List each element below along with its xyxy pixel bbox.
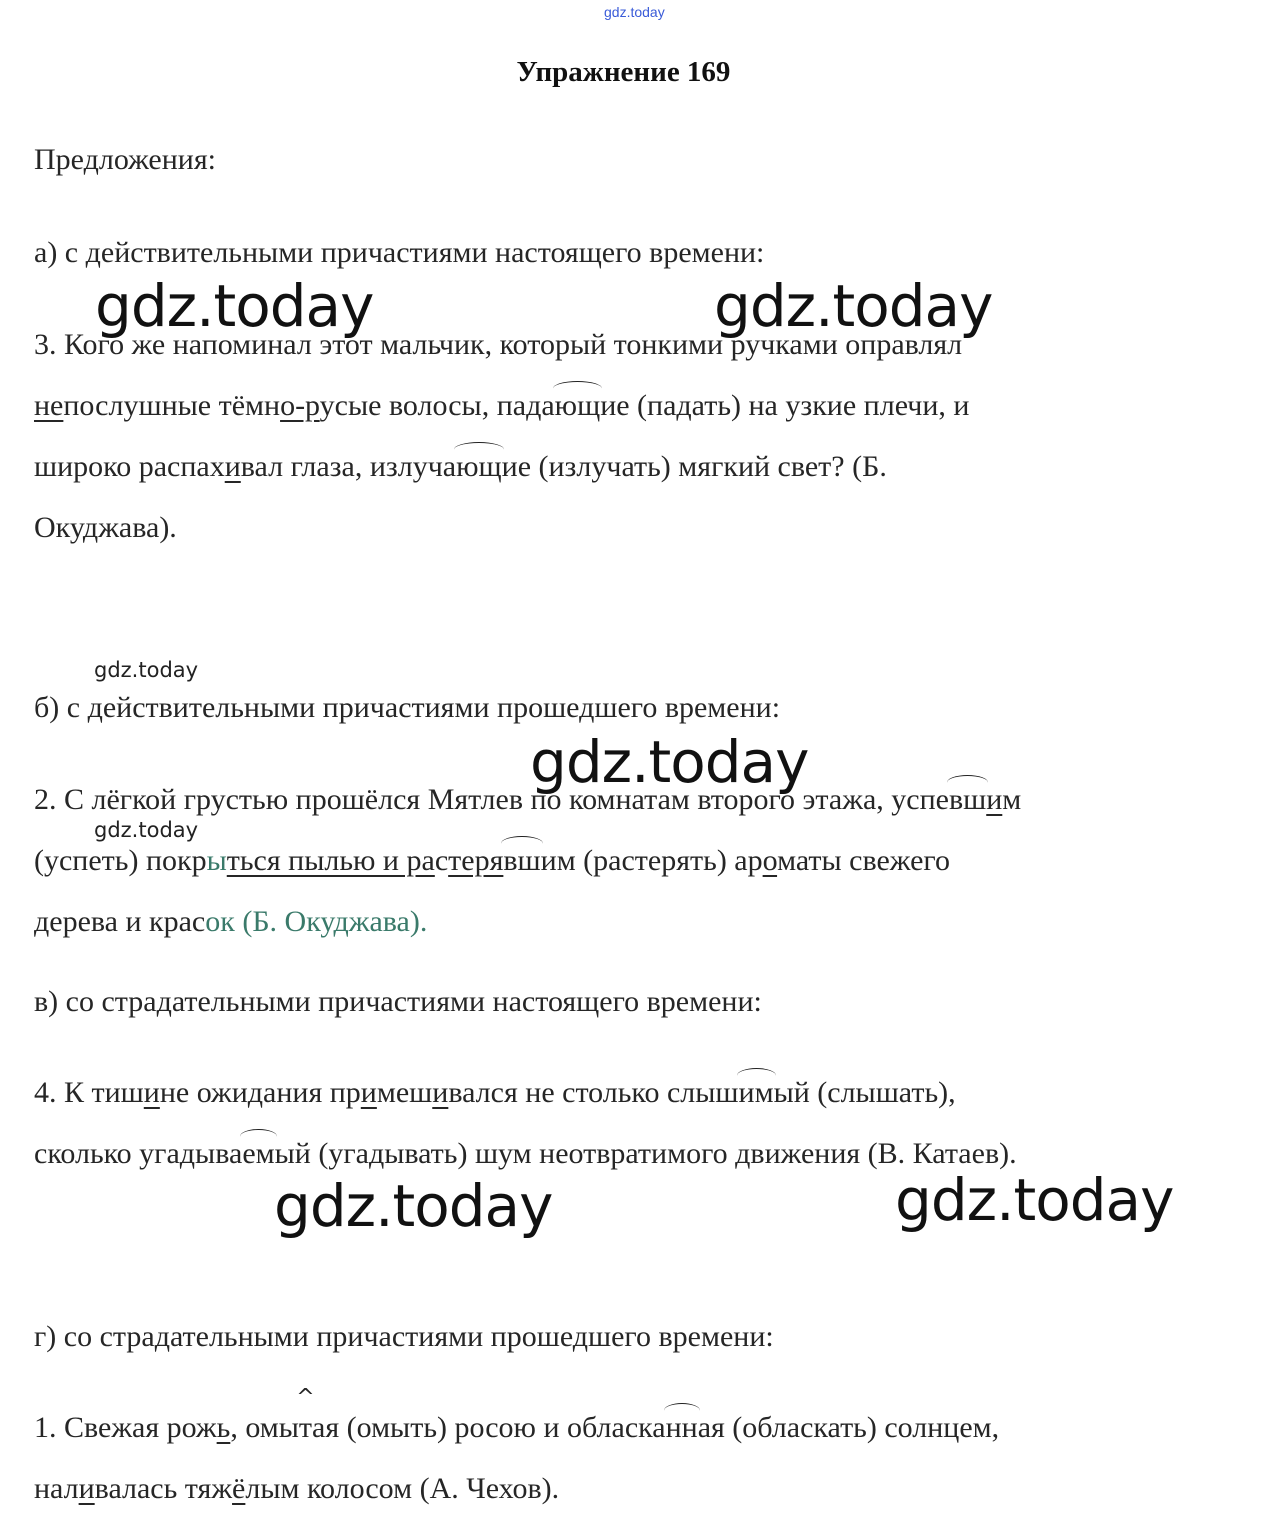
- page-title: Упражнение 169: [516, 56, 731, 88]
- section-a-line-3: широко распахивал глаза, излучающие (излучать) мягкий свет? (Б.: [34, 450, 887, 483]
- section-c-heading: в) со страдательными причастиями настоящего времени:: [34, 985, 762, 1018]
- suffix-arc: вш: [948, 783, 987, 816]
- underlined-prefix: не: [34, 389, 64, 422]
- intro-label: Предложения:: [34, 143, 216, 176]
- watermark: gdz.today: [530, 728, 809, 796]
- watermark: gdz.today: [274, 1172, 553, 1240]
- suffix-arc: ющ: [554, 389, 601, 422]
- watermark: gdz.today: [95, 272, 374, 340]
- section-d-line-1: 1. Свежая рожь, омы^ тая (омыть) росою и обласканная (обласкать) солнцем,: [34, 1411, 999, 1445]
- underlined-letter: ь: [216, 1411, 231, 1444]
- section-c-line-1: 4. К тишине ожидания примешивался не столько слышимый (слышать),: [34, 1076, 956, 1109]
- suffix-arc: ем: [242, 1137, 275, 1170]
- underlined-vowel: и: [143, 1076, 160, 1109]
- section-b-line-2: (успеть) покрыться пылью и растерявшим (растерять) ароматы свежего: [34, 844, 950, 877]
- underlined-vowel: и: [224, 450, 241, 483]
- underlined-vowel: и: [432, 1076, 449, 1109]
- watermark: gdz.today: [94, 658, 199, 682]
- underlined-vowel: и: [360, 1076, 377, 1109]
- underlined-segment: ться пылью и ра: [226, 844, 435, 877]
- underlined-vowel: о: [762, 844, 778, 877]
- site-watermark-top: gdz.today: [604, 4, 665, 20]
- section-d-line-2: наливалась тяжёлым колосом (А. Чехов).: [34, 1472, 560, 1505]
- suffix-arc: ющ: [456, 450, 502, 483]
- section-b-heading: б) с действительными причастиями прошедшего времени:: [34, 691, 781, 724]
- section-b-line-1: 2. С лёгкой грустью прошёлся Мятлев по комнатам второго этажа, успевшим: [34, 783, 1022, 816]
- watermark: gdz.today: [94, 818, 199, 842]
- section-d-heading: г) со страдательными причастиями прошедшего времени:: [34, 1320, 774, 1353]
- suffix-arc: им: [738, 1076, 774, 1109]
- section-a-heading: а) с действительными причастиями настоящего времени:: [34, 236, 765, 269]
- section-a-line-4: Окуджава).: [34, 511, 177, 544]
- suffix-caret: ^ т: [299, 1411, 312, 1445]
- underlined-vowel: и: [986, 783, 1003, 816]
- watermark: gdz.today: [714, 272, 993, 340]
- underlined-vowel: ё: [232, 1472, 246, 1505]
- suffix-arc: нн: [665, 1411, 698, 1444]
- section-a-line-1: 3. Кого же напоминал этот мальчик, который тонкими ручками оправлял: [34, 328, 963, 361]
- watermark: gdz.today: [895, 1166, 1174, 1234]
- section-a-line-2: непослушные тёмно-русые волосы, падающие (падать) на узкие плечи, и: [34, 389, 970, 422]
- underlined-hyphen: о-р: [280, 389, 320, 422]
- underlined-vowel: и: [78, 1472, 95, 1505]
- section-c-line-2: сколько угадываемый (угадывать) шум неотвратимого движения (В. Катаев).: [34, 1137, 1017, 1170]
- suffix-arc: вш: [503, 844, 541, 877]
- section-b-line-3: дерева и красок (Б. Окуджава).: [34, 905, 428, 938]
